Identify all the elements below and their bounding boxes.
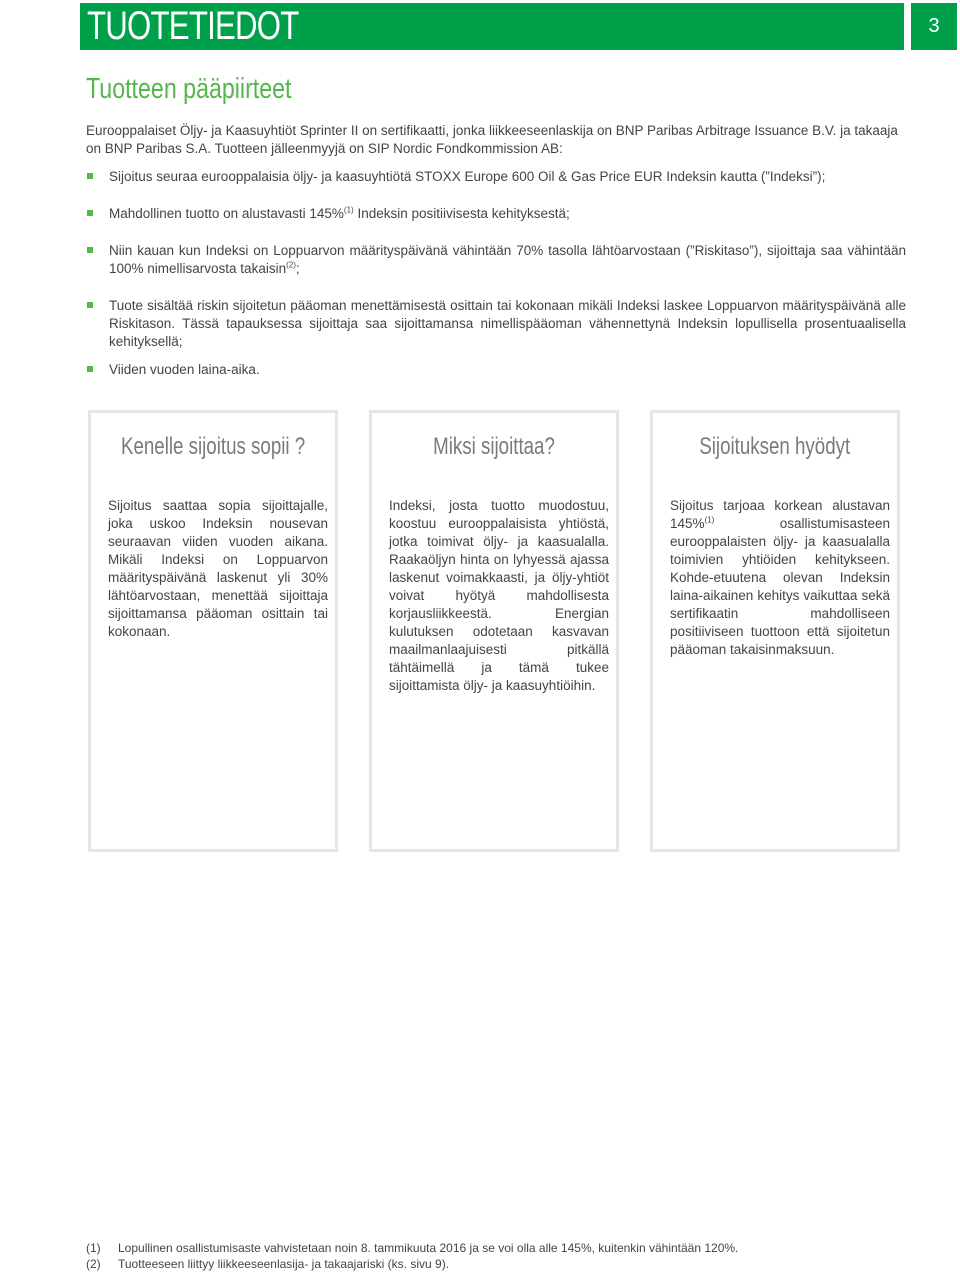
list-item (86, 297, 906, 351)
card-why-invest (369, 410, 619, 852)
section-heading: Tuotteen pääpiirteet (86, 73, 292, 105)
list-item (86, 242, 906, 278)
card-body: Sijoitus saattaa sopia sijoittajalle, joka uskoo Indeksin nousevan seuraavan viiden vuoden aikana. Mikäli Indeksi on Loppuarvon määrityspäivänä laskenut yli 30% lähtöarvostaan, menettää sijoittaja sijoittamansa pääoman osittain tai kokonaan. (108, 498, 328, 639)
bullet-square-icon (87, 247, 93, 253)
bullet-square-icon (87, 366, 93, 372)
footnote-number: (1) (86, 1241, 101, 1255)
bullet-square-icon (87, 302, 93, 308)
bullet-text: ; (295, 261, 300, 276)
intro-paragraph: Eurooppalaiset Öljy- ja Kaasuyhtiöt Sprinter II on sertifikaatti, jonka liikkeeseenlaskija on BNP Paribas Arbitrage Issuance B.V. ja takaaja on BNP Paribas S.A. Tuotteen jälleenmyyjä on SIP Nordic Fondkommission AB: (86, 123, 898, 156)
list-item (86, 361, 906, 379)
card-body: Indeksi, josta tuotto muodostuu, koostuu eurooppalaisista yhtiöstä, jotka toimivat öljy- ja kaasualalla. Raakaöljyn hinta on lyhyessä ajassa laskenut voimakkaasti, ja öljy-yhtiöt voivat hyötyä mahdollisesta korjausliikkeestä. Energian kulutuksen odotetaan kasvavan maailmanlaajuisesti pitkällä tähtäimellä ja tämä tukee sijoittamista öljy- ja kaasuyhtiöihin. (389, 498, 609, 693)
bullet-text: Tuote sisältää riskin sijoitetun pääoman menettämisestä osittain tai kokonaan mikäli Indeksi laskee Loppuarvon määrityspäivänä alle Riskitason. Tässä tapauksessa sijoittaja saa sijoittamansa nimellispääoman vähennettynä Indeksin lopullisella prosentuaalisella kehityksellä; (109, 298, 906, 349)
bullet-text: Sijoitus seuraa eurooppalaisia öljy- ja kaasuyhtiötä STOXX Europe 600 Oil & Gas Price EUR Indeksin kautta (”Indeksi”); (109, 169, 826, 184)
highlights-list (86, 168, 906, 379)
footnote-ref: (1) (343, 205, 354, 215)
card-title (653, 433, 897, 461)
page-title: TUOTETIEDOT (87, 4, 299, 48)
footnotes (86, 1240, 906, 1272)
footnote (86, 1240, 906, 1256)
bullet-square-icon (87, 173, 93, 179)
card-title-text: Kenelle sijoitus sopii ? (120, 433, 306, 460)
card-title (91, 433, 335, 461)
footnote-number: (2) (86, 1257, 101, 1271)
footnote-ref: (1) (704, 515, 715, 525)
bullet-text: Viiden vuoden laina-aika. (109, 362, 260, 377)
footnote-text: Lopullinen osallistumisaste vahvistetaan noin 8. tammikuuta 2016 ja se voi olla alle 145%, kuitenkin vähintään 120%. (118, 1241, 739, 1255)
footnote-text: Tuotteeseen liittyy liikkeeseenlasija- ja takaajariski (ks. sivu 9). (118, 1257, 450, 1271)
bullet-square-icon (87, 210, 93, 216)
card-title-text: Sijoituksen hyödyt (699, 433, 851, 460)
card-title (372, 433, 616, 461)
card-body-text: Sijoitus tarjoaa korkean alustavan 145% (670, 498, 890, 531)
page-number: 3 (911, 3, 957, 50)
bullet-text: Indeksin positiivisesta kehityksestä; (353, 206, 570, 221)
card-title-text: Miksi sijoittaa? (433, 433, 555, 460)
list-item (86, 168, 906, 186)
card-benefits (650, 410, 900, 852)
footnote-ref: (2) (286, 260, 296, 270)
bullet-text: Niin kauan kun Indeksi on Loppuarvon määrityspäivänä vähintään 70% tasolla lähtöarvostaan (”Riskitaso”), sijoittaja saa vähintään 100% nimellisarvosta takaisin (109, 243, 906, 276)
card-suitability (88, 410, 338, 852)
list-item (86, 205, 906, 223)
bullet-text: Mahdollinen tuotto on alustavasti 145% (109, 206, 344, 221)
footnote (86, 1256, 906, 1272)
card-body-text: osallistumisasteen eurooppalaisten öljy- ja kaasualalla toimivien yhtiöiden kehitykseen. Kohde-etuutena olevan Indeksin laina-aikainen kehitys vaikuttaa sekä sertifikaatin mahdolliseen positiiviseen tuottoon että sijoitetun pääoman takaisinmaksuun. (670, 516, 890, 657)
card-body (670, 497, 890, 659)
